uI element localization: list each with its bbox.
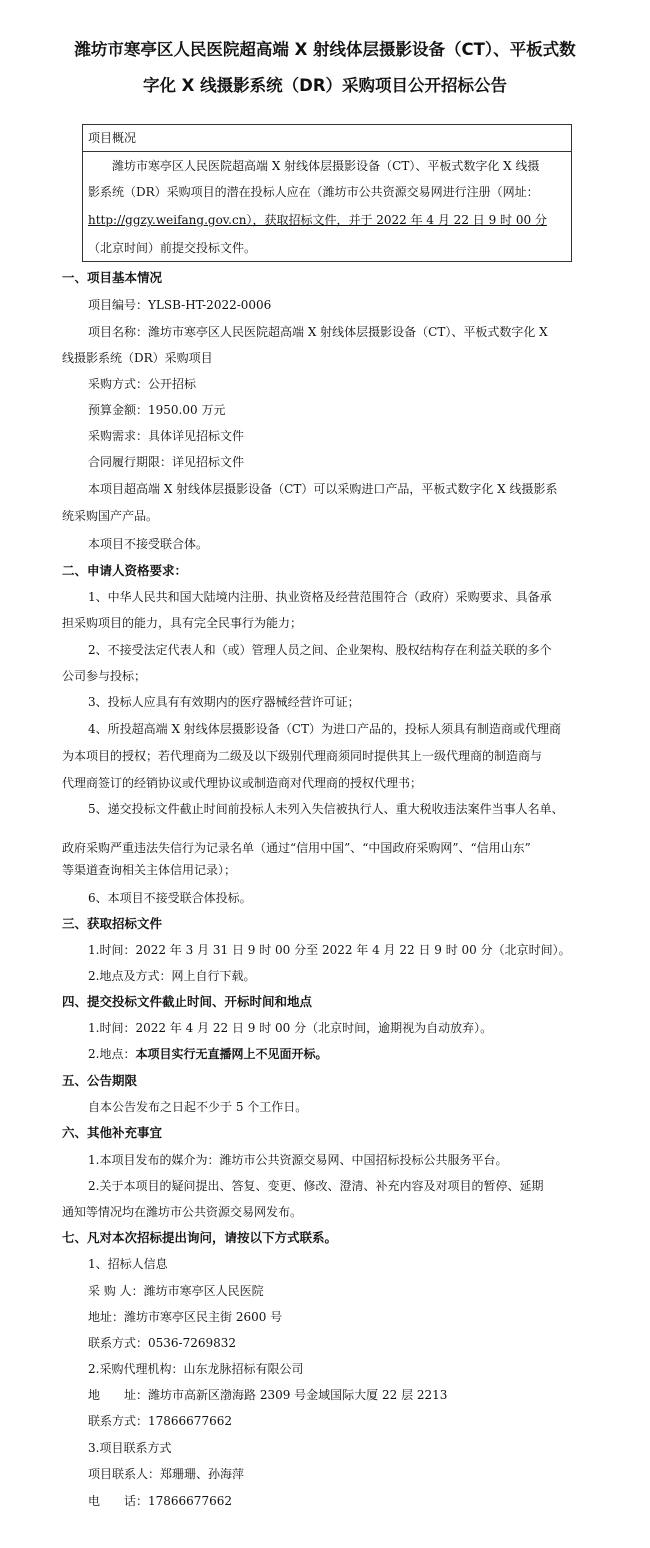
overview-line2: 影系统（DR）采购项目的潜在投标人应在（潍坊市公共资源交易网进行注册（网址： xyxy=(88,185,539,199)
s1-line: 项目编号：YLSB-HT-2022-0006 xyxy=(88,298,272,312)
section3-heading: 三、获取招标文件 xyxy=(62,916,163,931)
s7-line: 项目联系人：郑珊珊、孙海萍 xyxy=(88,1467,245,1481)
s1-line: 线摄影系统（DR）采购项目 xyxy=(62,351,213,365)
s2-line: 2、不接受法定代表人和（或）管理人员之间、企业架构、股权结构存在利益关联的多个 xyxy=(88,643,552,657)
s7-line: 地址：潍坊市寒亭区民主街 2600 号 xyxy=(88,1310,283,1324)
s6-line: 1.本项目发布的媒介为：潍坊市公共资源交易网、中国招标投标公共服务平台。 xyxy=(88,1153,508,1167)
section7-heading: 七、凡对本次招标提出询问，请按以下方式联系。 xyxy=(62,1230,338,1245)
s7-line: 2.采购代理机构：山东龙脉招标有限公司 xyxy=(88,1362,304,1376)
section4-heading: 四、提交投标文件截止时间、开标时间和地点 xyxy=(62,994,313,1009)
s4-l2-label: 2.地点： xyxy=(88,1047,136,1061)
overview-header-row xyxy=(83,125,571,152)
s7-line: 联系方式：0536-7269832 xyxy=(88,1336,237,1350)
overview-url[interactable]: http://ggzy.weifang.gov.cn） xyxy=(88,213,253,227)
s5-line: 自本公告发布之日起不少于 5 个工作日。 xyxy=(88,1100,308,1114)
s1-line: 预算金额：1950.00 万元 xyxy=(88,403,226,417)
s2-line: 担采购项目的能力，具有完全民事行为能力； xyxy=(62,616,303,630)
section1-heading: 一、项目基本情况 xyxy=(62,270,163,285)
s7-line: 联系方式：17866677662 xyxy=(88,1414,232,1428)
s2-line: 政府采购严重违法失信行为记录名单（通过“信用中国”、“中国政府采购网”、“信用山东” xyxy=(62,841,531,855)
s2-line: 为本项目的授权；若代理商为二级及以下级别代理商须同时提供其上一级代理商的制造商与 xyxy=(62,749,543,763)
s2-line: 公司参与投标； xyxy=(62,669,147,683)
s2-line: 3、投标人应具有有效期内的医疗器械经营许可证； xyxy=(88,695,360,709)
section5-heading: 五、公告期限 xyxy=(62,1073,138,1088)
overview-line1: 潍坊市寒亭区人民医院超高端 X 射线体层摄影设备（CT）、平板式数字化 X 线摄 xyxy=(112,159,540,173)
s4-l2-emphasis: 本项目实行无直播网上不见面开标。 xyxy=(135,1047,328,1061)
s7-line: 采 购 人：潍坊市寒亭区人民医院 xyxy=(88,1284,264,1298)
s7-line: 3.项目联系方式 xyxy=(88,1441,172,1455)
overview-line4: （北京时间）前提交投标文件。 xyxy=(88,241,257,255)
s1-line: 合同履行期限：详见招标文件 xyxy=(88,455,245,469)
s1-line: 统采购国产产品。 xyxy=(62,509,159,523)
overview-header: 项目概况 xyxy=(88,131,137,145)
s1-line: 项目名称：潍坊市寒亭区人民医院超高端 X 射线体层摄影设备（CT）、平板式数字化 X xyxy=(88,325,548,339)
doc-title-line1: 潍坊市寒亭区人民医院超高端 X 射线体层摄影设备（CT）、平板式数 xyxy=(74,40,576,59)
s1-line: 本项目超高端 X 射线体层摄影设备（CT）可以采购进口产品，平板式数字化 X 线摄影系 xyxy=(88,482,558,496)
s2-line: 等渠道查询相关主体信用记录）； xyxy=(62,863,237,877)
section2-heading: 二、申请人资格要求： xyxy=(62,563,188,578)
s4-line: 1.时间：2022 年 4 月 22 日 9 时 00 分（北京时间，逾期视为自动放弃）。 xyxy=(88,1021,493,1035)
overview-line3-rest: ，获取招标文件，并于 2022 年 4 月 22 日 9 时 00 分 xyxy=(252,213,547,227)
s2-line: 4、所投超高端 X 射线体层摄影设备（CT）为进口产品的，投标人须具有制造商或代理商 xyxy=(88,722,561,736)
s2-line: 1、中华人民共和国大陆境内注册、执业资格及经营范围符合（政府）采购要求、具备承 xyxy=(88,590,552,604)
s2-line: 代理商签订的经销协议或代理协议或制造商对代理商的授权代理书； xyxy=(62,776,423,790)
s3-line: 1.时间：2022 年 3 月 31 日 9 时 00 分至 2022 年 4 月 22 日 9 时 00 分（北京时间）。 xyxy=(88,943,571,957)
overview-line3 xyxy=(88,212,547,228)
s6-line: 2.关于本项目的疑问提出、答复、变更、修改、澄清、补充内容及对项目的暂停、延期 xyxy=(88,1179,544,1193)
s1-line: 采购需求：具体详见招标文件 xyxy=(88,429,245,443)
doc-title-line2: 字化 X 线摄影系统（DR）采购项目公开招标公告 xyxy=(142,76,508,95)
s7-line: 地 址：潍坊市高新区渤海路 2309 号金域国际大厦 22 层 2213 xyxy=(88,1388,448,1402)
section6-heading: 六、其他补充事宜 xyxy=(62,1125,163,1140)
s1-line: 采购方式：公开招标 xyxy=(88,377,197,391)
s4-line xyxy=(88,1046,327,1062)
s7-line: 电 话：17866677662 xyxy=(88,1494,232,1508)
s7-line: 1、招标人信息 xyxy=(88,1257,168,1271)
s2-line: 6、本项目不接受联合体投标。 xyxy=(88,891,252,905)
s3-line: 2.地点及方式：网上自行下载。 xyxy=(88,969,256,983)
s1-line: 本项目不接受联合体。 xyxy=(88,537,209,551)
s6-line: 通知等情况均在潍坊市公共资源交易网发布。 xyxy=(62,1205,303,1219)
s2-line: 5、递交投标文件截止时间前投标人未列入失信被执行人、重大税收违法案件当事人名单、 xyxy=(88,802,564,816)
